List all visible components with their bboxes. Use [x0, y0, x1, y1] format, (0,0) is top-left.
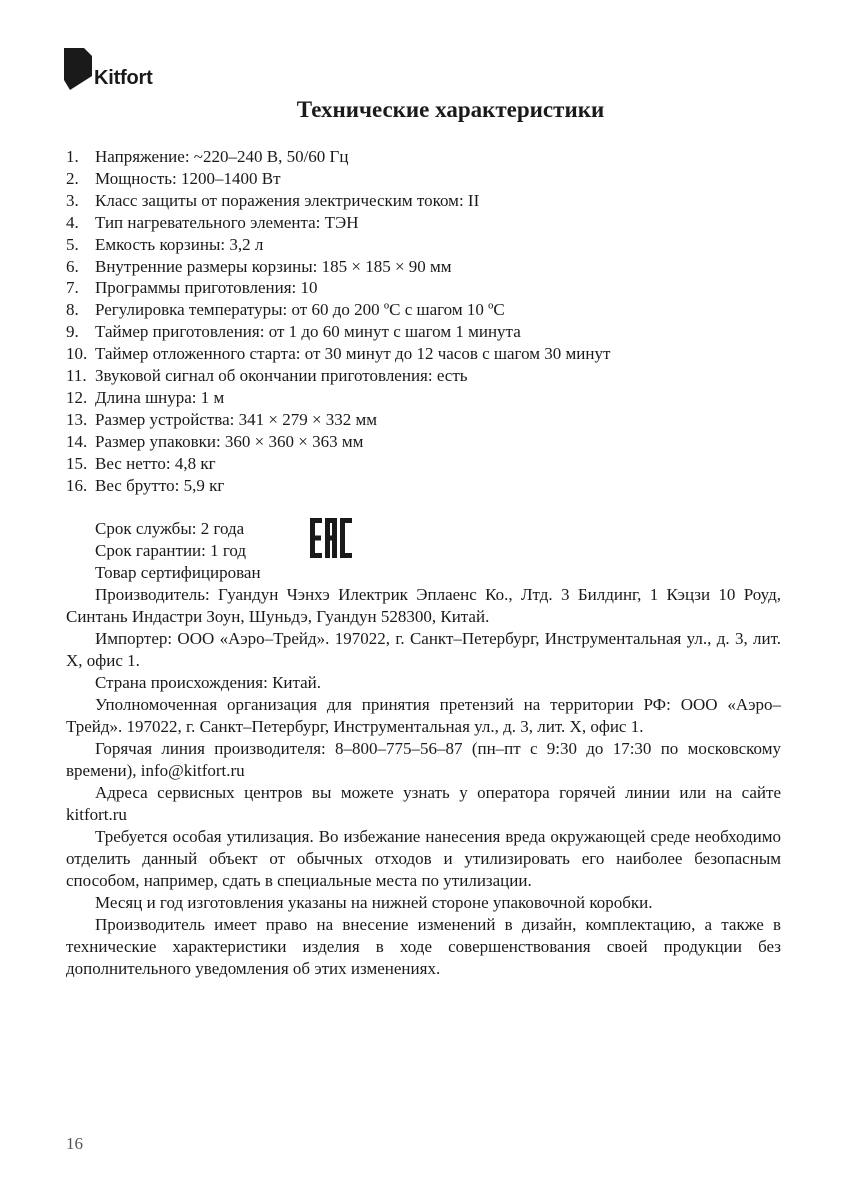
- spec-item: 13. Размер устройства: 341 × 279 × 332 мм: [66, 409, 378, 429]
- eac-mark-icon: [310, 518, 352, 558]
- changes-paragraph: Производитель имеет право на внесение изменений в дизайн, комплектацию, а также в технические характеристики изделия в ходе совершенствования своей продукции без дополнительного уведомления об этих изменениях.: [66, 915, 781, 978]
- manufacture-date-paragraph: Месяц и год изготовления указаны на нижней стороне упаковочной коробки.: [95, 893, 653, 912]
- importer-paragraph: Импортер: ООО «Аэро–Трейд». 197022, г. Санкт–Петербург, Инструментальная ул., д. 3, лит. Х, офис 1.: [66, 629, 781, 670]
- spec-item: 12. Длина шнура: 1 м: [66, 387, 225, 407]
- page-number: 16: [66, 1134, 83, 1153]
- spec-item: 14. Размер упаковки: 360 × 360 × 363 мм: [66, 431, 364, 451]
- spec-item: 6. Внутренние размеры корзины: 185 × 185 × 90 мм: [66, 256, 452, 276]
- spec-item: 9. Таймер приготовления: от 1 до 60 минут с шагом 1 минута: [66, 322, 521, 342]
- service-life: Срок службы: 2 года: [95, 519, 245, 538]
- spec-item: 7. Программы приготовления: 10: [66, 278, 318, 298]
- spec-item: 2. Мощность: 1200–1400 Вт: [66, 168, 281, 188]
- claims-paragraph: Уполномоченная организация для принятия претензий на территории РФ: ООО «Аэро–Трейд». 197022, г. Санкт–Петербург, Инструментальная ул., д. 3, лит. Х, офис 1.: [66, 695, 781, 736]
- kitfort-logo: [64, 48, 153, 90]
- service-centers-paragraph: Адреса сервисных центров вы можете узнать у оператора горячей линии или на сайте kitfort.ru: [66, 783, 781, 824]
- page-title: Технические характеристики: [296, 97, 605, 122]
- spec-item: 11. Звуковой сигнал об окончании приготовления: есть: [66, 366, 468, 386]
- brand-name: Kitfort: [94, 67, 153, 89]
- info-paragraphs: [66, 584, 781, 980]
- kitfort-logo-icon: [64, 48, 92, 90]
- spec-list: [66, 146, 610, 497]
- origin-paragraph: Страна происхождения: Китай.: [95, 673, 322, 692]
- manufacturer-paragraph: Производитель: Гуандун Чэнхэ Илектрик Эплаенс Ко., Лтд. 3 Билдинг, 1 Кэцзи 10 Роуд, Синтань Индастри Зоун, Шуньдэ, Гуандун 528300, Китай.: [66, 585, 781, 626]
- spec-item: 15. Вес нетто: 4,8 кг: [66, 453, 216, 473]
- spec-item: 4. Тип нагревательного элемента: ТЭН: [66, 212, 359, 232]
- disposal-paragraph: Требуется особая утилизация. Во избежание нанесения вреда окружающей среде необходимо отделить данный объект от обычных отходов и утилизировать его наиболее безопасным способом, например, сдать в специальные места по утилизации.: [66, 827, 781, 890]
- spec-item: 3. Класс защиты от поражения электрическим током: II: [66, 190, 480, 210]
- spec-item: 5. Емкость корзины: 3,2 л: [66, 234, 264, 254]
- warranty-period: Срок гарантии: 1 год: [95, 541, 247, 560]
- certification-block: [95, 518, 261, 584]
- hotline-paragraph: Горячая линия производителя: 8–800–775–56–87 (пн–пт с 9:30 до 17:30 по московскому времени), info@kitfort.ru: [66, 739, 781, 780]
- certified-note: Товар сертифицирован: [95, 563, 261, 582]
- spec-item: 8. Регулировка температуры: от 60 до 200 ºС с шагом 10 ºС: [66, 300, 505, 320]
- spec-item: 1. Напряжение: ~220–240 В, 50/60 Гц: [66, 147, 349, 166]
- spec-item: 10. Таймер отложенного старта: от 30 минут до 12 часов с шагом 30 минут: [66, 344, 611, 364]
- spec-item: 16. Вес брутто: 5,9 кг: [66, 475, 225, 495]
